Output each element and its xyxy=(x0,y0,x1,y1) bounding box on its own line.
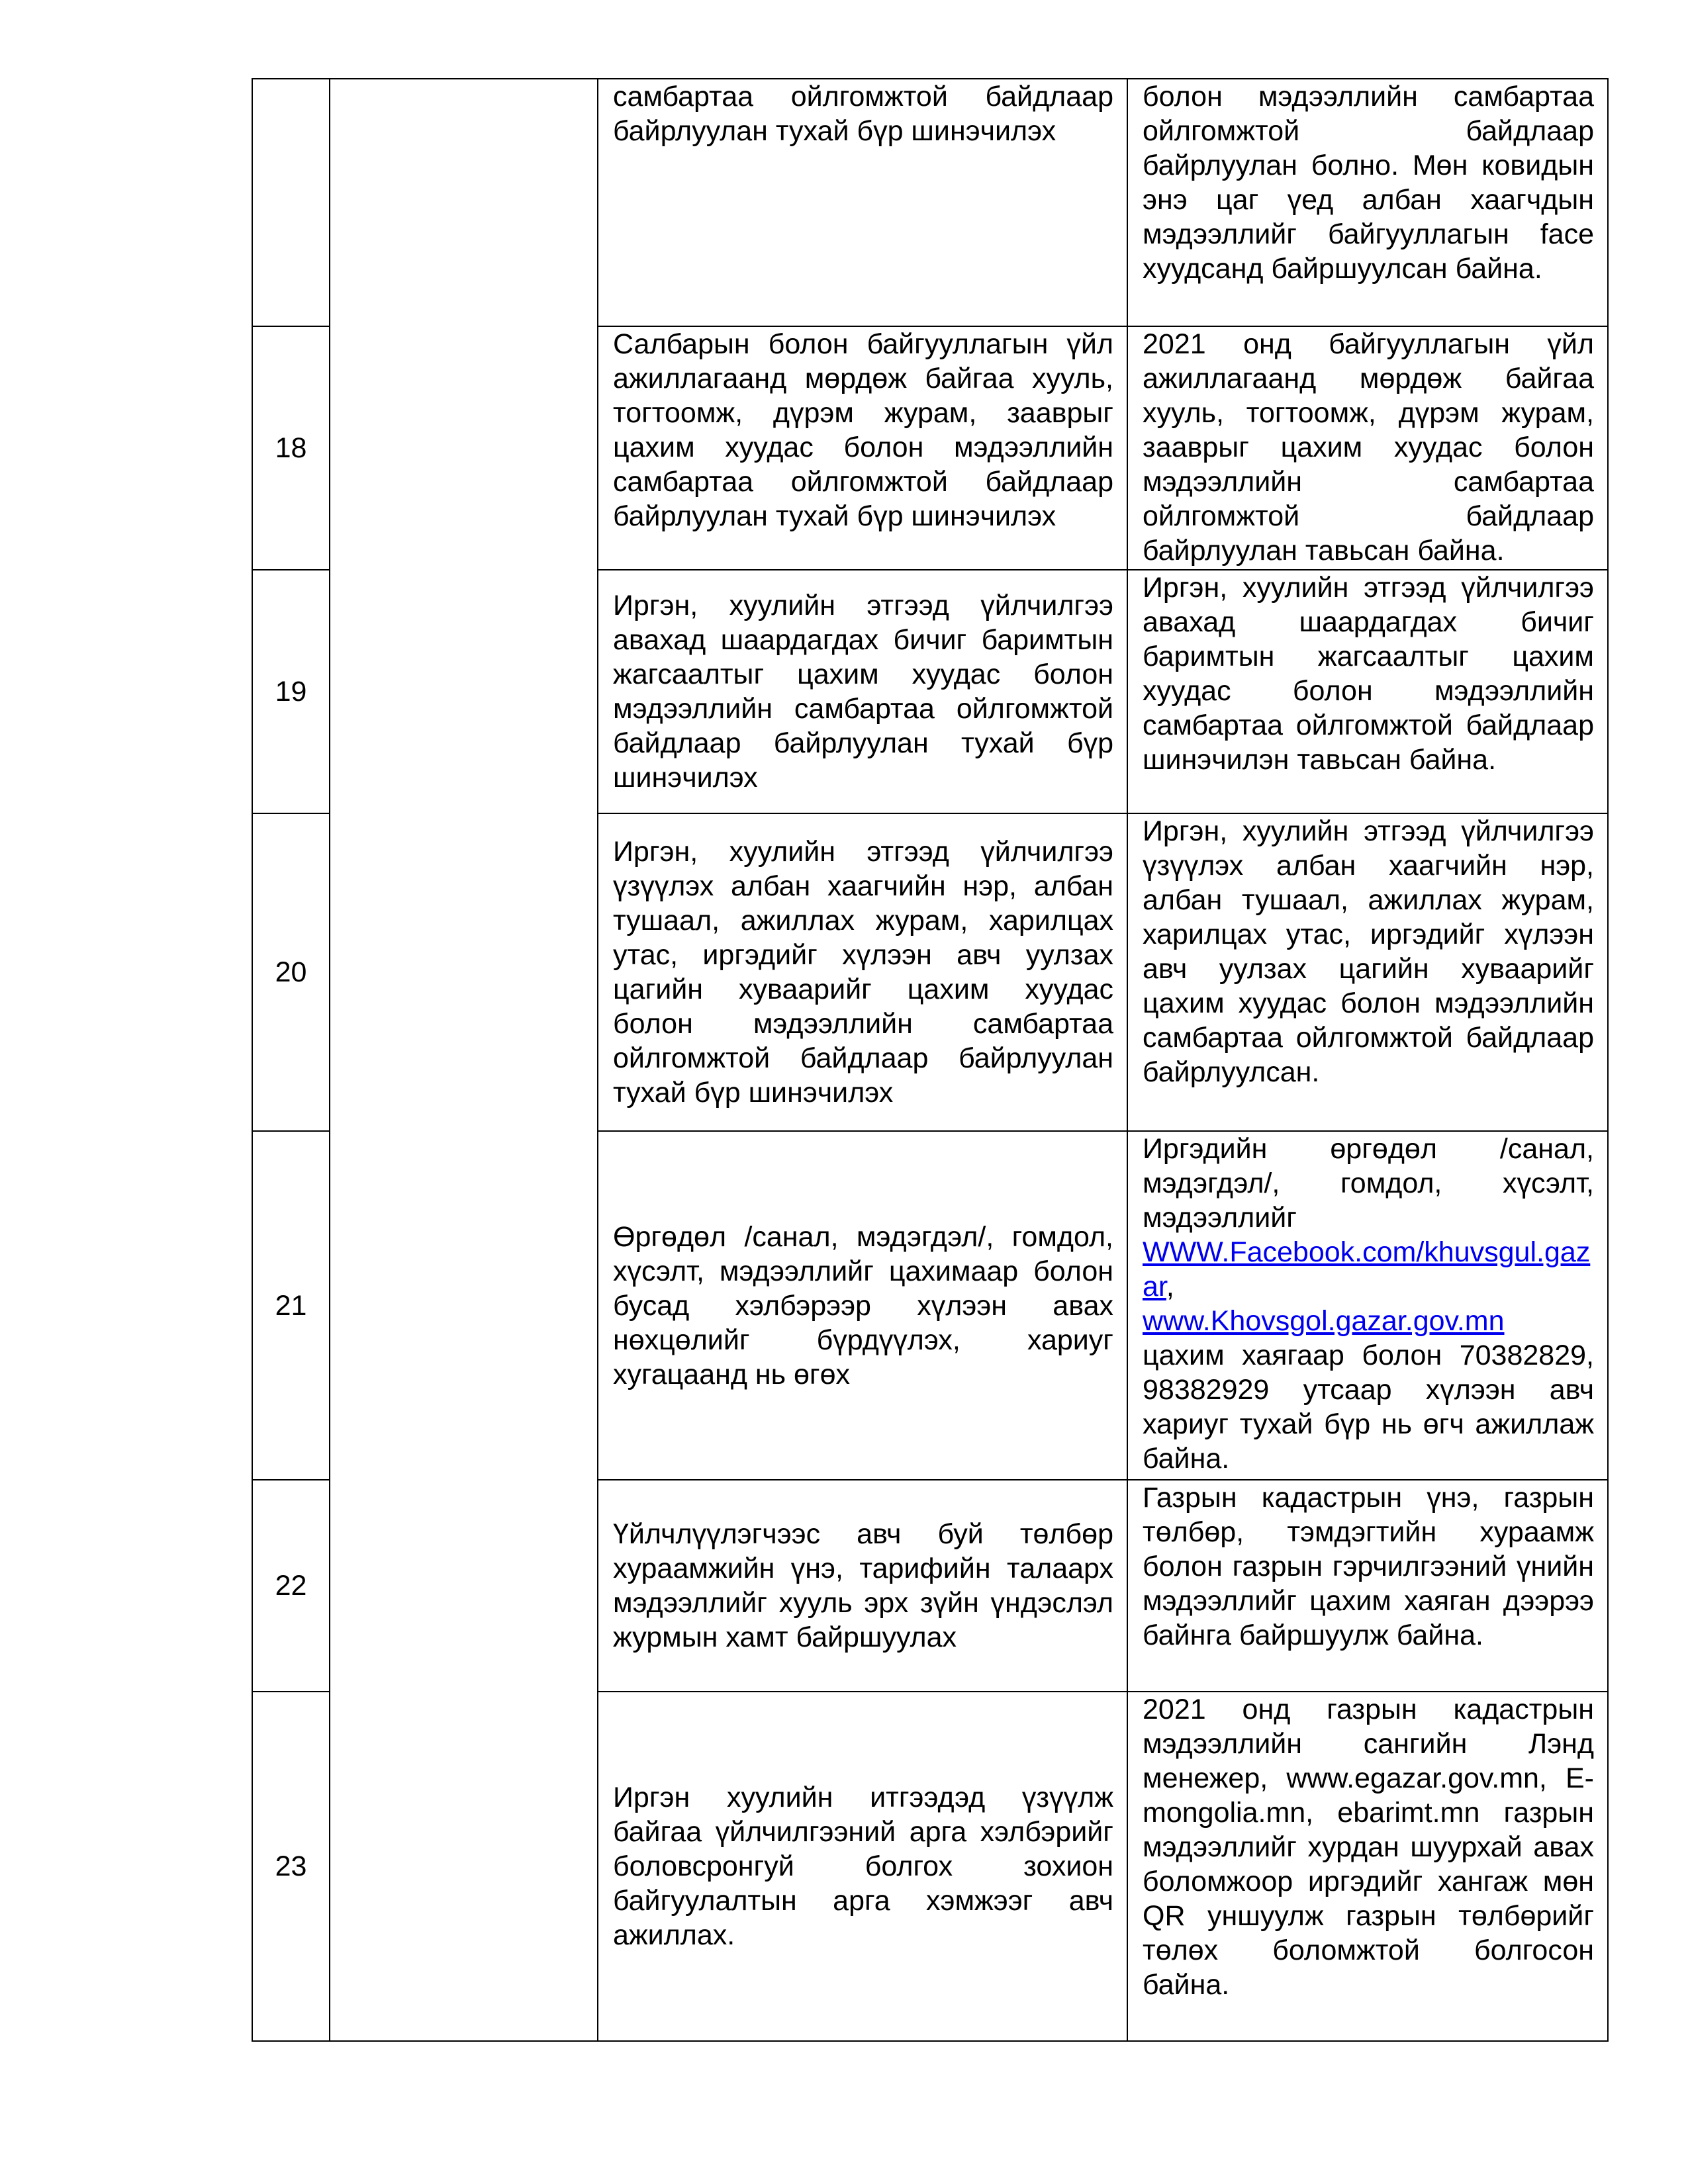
result-cell: 2021 онд байгууллагын үйл ажиллагаанд мөрдөж байгаа хууль, тогтоомж, дүрэм журам, зааврыг цахим хуудас болон мэдээллийн самбартаа ойлгомжтой байдлаар байрлуулан тавьсан байна. xyxy=(1127,326,1608,570)
result-intro-text: Иргэдийн өргөдөл /санал, мэдэгдэл/, гомдол, хүсэлт, мэдээллийг xyxy=(1143,1133,1594,1234)
task-cell: Иргэн, хуулийн этгээд үйлчилгээ авахад шаардагдах бичиг баримтын жагсаалтыг цахим хуудас болон мэдээллийн самбартаа ойлгомжтой байдлаар байрлуулан тухай бүр шинэчилэх xyxy=(598,570,1127,813)
result-cell: болон мэдээллийн самбартаа ойлгомжтой байдлаар байрлуулан болно. Мөн ковидын энэ цаг үед албан хаагчдын мэдээллийг байгууллагын face хуудсанд байршуулсан байна. xyxy=(1127,79,1608,326)
row-number-cell: 23 xyxy=(252,1692,330,2041)
task-cell: Салбарын болон байгууллагын үйл ажиллагаанд мөрдөж байгаа хууль, тогтоомж, дүрэм журам, зааврыг цахим хуудас болон мэдээллийн самбартаа ойлгомжтой байдлаар байрлуулан тухай бүр шинэчилэх xyxy=(598,326,1127,570)
result-cell: 2021 онд газрын кадастрын мэдээллийн сангийн Лэнд менежер, www.egazar.gov.mn, E-mongolia.mn, ebarimt.mn газрын мэдээллийг хурдан шуурхай авах боломжоор иргэдийг хангаж мөн QR уншуулж газрын төлбөрийг төлөх боломжтой болгосон байна. xyxy=(1127,1692,1608,2041)
task-cell: Иргэн, хуулийн этгээд үйлчилгээ үзүүлэх албан хаагчийн нэр, албан тушаал, ажиллах журам, харилцах утас, иргэдийг хүлээн авч уулзах цагийн хуваарийг цахим хуудас болон мэдээллийн самбартаа ойлгомжтой байдлаар байрлуулан тухай бүр шинэчилэх xyxy=(598,813,1127,1131)
row-number-cell: 19 xyxy=(252,570,330,813)
row-number-cell xyxy=(252,79,330,326)
row-number-cell: 20 xyxy=(252,813,330,1131)
measures-table xyxy=(252,78,1609,2042)
task-cell: Өргөдөл /санал, мэдэгдэл/, гомдол, хүсэлт, мэдээллийг цахимаар болон бусад хэлбэрээр хүлээн авах нөхцөлийг бүрдүүлэх, хариуг хугацаанд нь өгөх xyxy=(598,1131,1127,1480)
task-cell: самбартаа ойлгомжтой байдлаар байрлуулан тухай бүр шинэчилэх xyxy=(598,79,1127,326)
result-cell xyxy=(1127,1131,1608,1480)
website-link[interactable]: www.Khovsgol.gazar.gov.mn xyxy=(1143,1305,1505,1337)
row-number-cell: 18 xyxy=(252,326,330,570)
result-cell: Газрын кадастрын үнэ, газрын төлбөр, тэмдэгтийн хураамж болон газрын гэрчилгээний үнийн мэдээллийг цахим хаяган дээрээ байнга байршуулж байна. xyxy=(1127,1480,1608,1692)
facebook-link[interactable]: WWW.Facebook.com/khuvsgul.gazar xyxy=(1143,1236,1591,1302)
row-number-cell: 21 xyxy=(252,1131,330,1480)
result-cell: Иргэн, хуулийн этгээд үйлчилгээ авахад шаардагдах бичиг баримтын жагсаалтыг цахим хуудас болон мэдээллийн самбартаа ойлгомжтой байдлаар шинэчилэн тавьсан байна. xyxy=(1127,570,1608,813)
result-cell: Иргэн, хуулийн этгээд үйлчилгээ үзүүлэх албан хаагчийн нэр, албан тушаал, ажиллах журам, харилцах утас, иргэдийг хүлээн авч уулзах цагийн хуваарийг цахим хуудас болон мэдээллийн самбартаа ойлгомжтой байдлаар байрлуулсан. xyxy=(1127,813,1608,1131)
link-separator: , xyxy=(1166,1271,1174,1302)
merged-blank-cell xyxy=(330,79,598,2041)
task-cell: Иргэн хуулийн итгээдэд үзүүлж байгаа үйлчилгээний арга хэлбэрийг боловсронгуй болгох зохион байгуулалтын арга хэмжээг авч ажиллах. xyxy=(598,1692,1127,2041)
table-row xyxy=(252,79,1608,326)
result-outro-text: цахим хаягаар болон 70382829, 98382929 утсаар хүлээн авч хариуг тухай бүр нь өгч ажиллаж байна. xyxy=(1143,1340,1594,1475)
task-cell: Үйлчлүүлэгчээс авч буй төлбөр хураамжийн үнэ, тарифийн талаарх мэдээллийг хууль эрх зүйн үндэслэл журмын хамт байршуулах xyxy=(598,1480,1127,1692)
row-number-cell: 22 xyxy=(252,1480,330,1692)
